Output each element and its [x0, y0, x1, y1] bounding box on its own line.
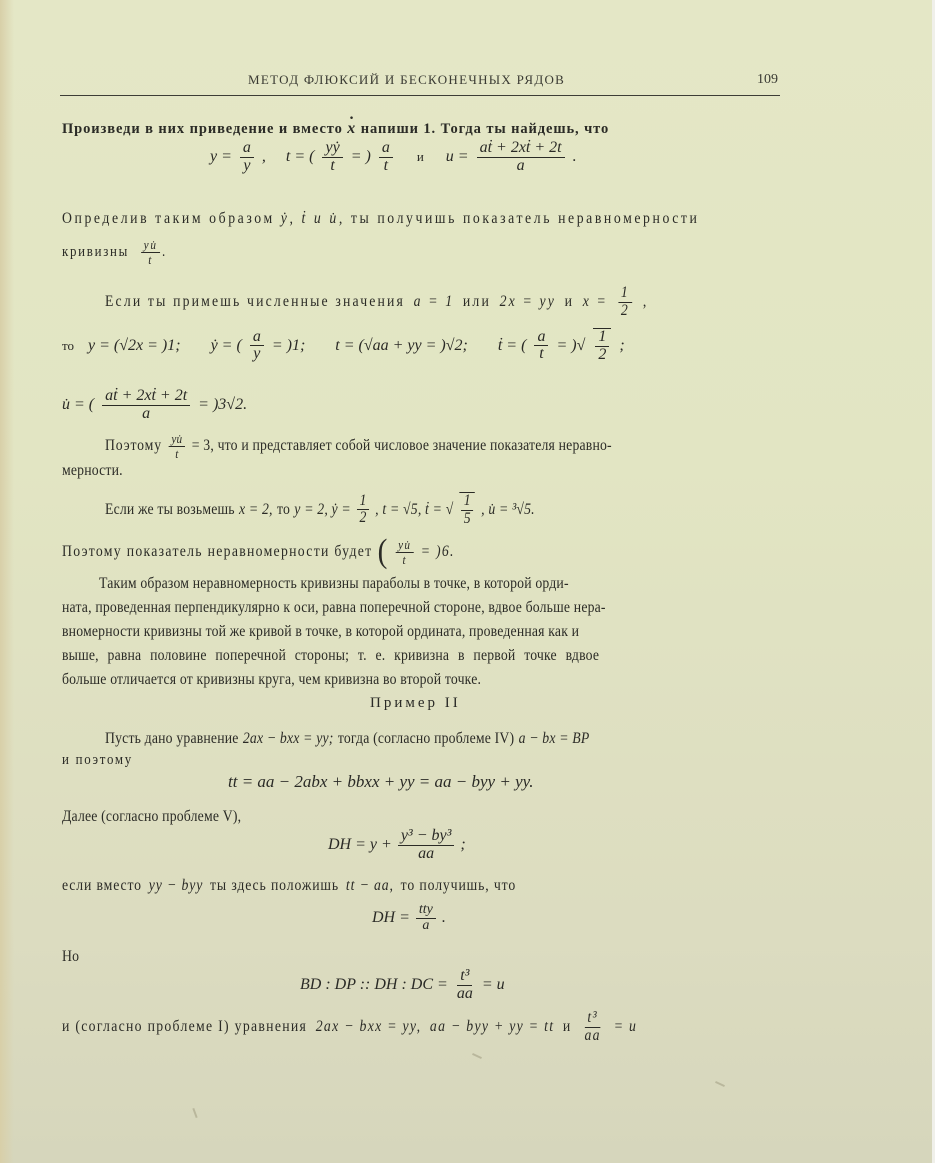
- paragraph-12: и (согласно проблеме I) уравнения 2ax − bxx = yy, aa − byy + yy = tt и $\frac{\text{t³}}{aa}$ = u: [62, 1009, 638, 1044]
- paragraph-6: Поэтому показатель неравномерности будет ( $\frac{yu̇}{t}$ = )6.: [62, 533, 455, 570]
- fraction: $\frac{\text{tty}}{a}$: [416, 903, 436, 933]
- fraction: $\frac{a}{y}$: [240, 140, 254, 175]
- page-number: 109: [757, 72, 778, 87]
- paragraph-4: Поэтому $\frac{yu̇}{t}$ = 3, что и представляет собой числовое значение показателя неравно-: [105, 431, 612, 461]
- equation-7: BD : DP :: DH : DC = $\frac{\text{t³}}{aa}$ = u: [300, 967, 505, 1002]
- fraction: $\frac{\text{y³ − by³}}{aa}$: [398, 828, 455, 863]
- fraction: $\frac{a}{t}$: [534, 329, 548, 364]
- equation-2: то y = (√2x = )1; ẏ = ( $\frac{a}{y}$ = )1; t = (√aa + yy = )√2; ṫ = ( $\frac{a}{t}$ = )√ $\frac{1}{2}$ ;: [62, 327, 625, 363]
- paragraph-3: Если ты примешь численные значения a = 1 или 2x = yy и x = $\frac{1}{2}$ ,: [105, 284, 649, 319]
- paper-speck: [472, 1053, 482, 1059]
- equation-3: u̇ = ( $\frac{\text{aṫ + 2xṫ + 2t}}{a}$ = )3√2.: [62, 387, 248, 422]
- equation-1: y = $\frac{a}{y}$ , t = ( $\frac{\text{yẏ}}{t}$ = ) $\frac{a}{t}$ и u = $\frac{\text{aṫ + 2xṫ + 2t}}{a}$ .: [210, 139, 577, 174]
- equation-5: DH = y + $\frac{\text{y³ − by³}}{aa}$ ;: [328, 827, 466, 862]
- paragraph-2-cont: кривизны $\frac{yu̇}{t}$ .: [62, 237, 167, 267]
- paragraph-5: Если же ты возьмешь x = 2, то y = 2, ẏ = $\frac{1}{2}$ , t = √5, ṫ = √ $\frac{1}{5}$ , u̇ = ³√5.: [105, 491, 535, 527]
- fraction: $\frac{\text{aṫ + 2xṫ + 2t}}{a}$: [102, 388, 190, 423]
- fraction: $\frac{1}{2}$: [618, 285, 632, 320]
- fraction: $\frac{\text{t³}}{aa}$: [456, 967, 473, 1002]
- math-var: · x: [347, 120, 356, 138]
- fraction: $\frac{yu̇}{t}$: [141, 238, 160, 266]
- paragraph-1: Произведи в них приведение и вместо · x напиши 1. Тогда ты найдешь, что: [62, 120, 609, 138]
- paper-speck: [192, 1108, 197, 1118]
- fraction: $\frac{yu̇}{t}$: [169, 432, 185, 460]
- fraction: $\frac{\text{yẏ}}{t}$: [322, 140, 342, 175]
- equation-4: tt = aa − 2abx + bbxx + yy = aa − byy + yy.: [228, 772, 534, 791]
- fraction: $\frac{\text{t³}}{aa}$: [584, 1009, 601, 1044]
- fraction: $\frac{1}{2}$: [357, 493, 369, 528]
- fraction: $\frac{a}{y}$: [250, 329, 264, 364]
- paragraph-4-cont: мерности.: [62, 462, 123, 479]
- paragraph-9: Далее (согласно проблеме V),: [62, 808, 242, 825]
- paragraph-8-cont: и поэтому: [62, 752, 133, 768]
- fraction: $\frac{yu̇}{t}$: [396, 538, 414, 566]
- paragraph-7: Таким образом неравномерность кривизны параболы в точке, в которой орди- ната, проведенная перпендикулярно к оси, равна поперечной стороне, вдвое больше нера- вномерности кривизны той же кривой в точке, в которой ордината, проведенная как и выше, равна половине поперечной стороны; т. е. кривизна в первой точке вдвое больше отличается от кривизны круга, чем кривизна во второй точке.: [62, 575, 606, 688]
- fraction: $\frac{1}{2}$: [593, 328, 611, 364]
- fraction: $\frac{1}{5}$: [459, 492, 475, 528]
- paragraph-2: Определив таким образом ẏ, ṫ и u̇, ты получишь показатель неравномерности: [62, 210, 700, 227]
- page-edge-shadow: [0, 0, 14, 1163]
- paragraph-10: если вместо yy − byy ты здесь положишь tt − aa, то получишь, что: [62, 877, 517, 894]
- header-rule: [60, 95, 780, 96]
- paragraph-8: Пусть дано уравнение 2ax − bxx = yy; тогда (согласно проблеме IV) a − bx = BP: [105, 730, 590, 747]
- fraction: $\frac{a}{t}$: [379, 140, 393, 175]
- paragraph-11: Но: [62, 948, 80, 965]
- equation-6: DH = $\frac{\text{tty}}{a}$ .: [372, 902, 446, 933]
- section-heading: Пример II: [370, 695, 461, 711]
- running-header: МЕТОД ФЛЮКСИЙ И БЕСКОНЕЧНЫХ РЯДОВ: [248, 72, 566, 87]
- fraction: $\frac{\text{aṫ + 2xṫ + 2t}}{a}$: [477, 140, 565, 175]
- paper-speck: [715, 1081, 725, 1087]
